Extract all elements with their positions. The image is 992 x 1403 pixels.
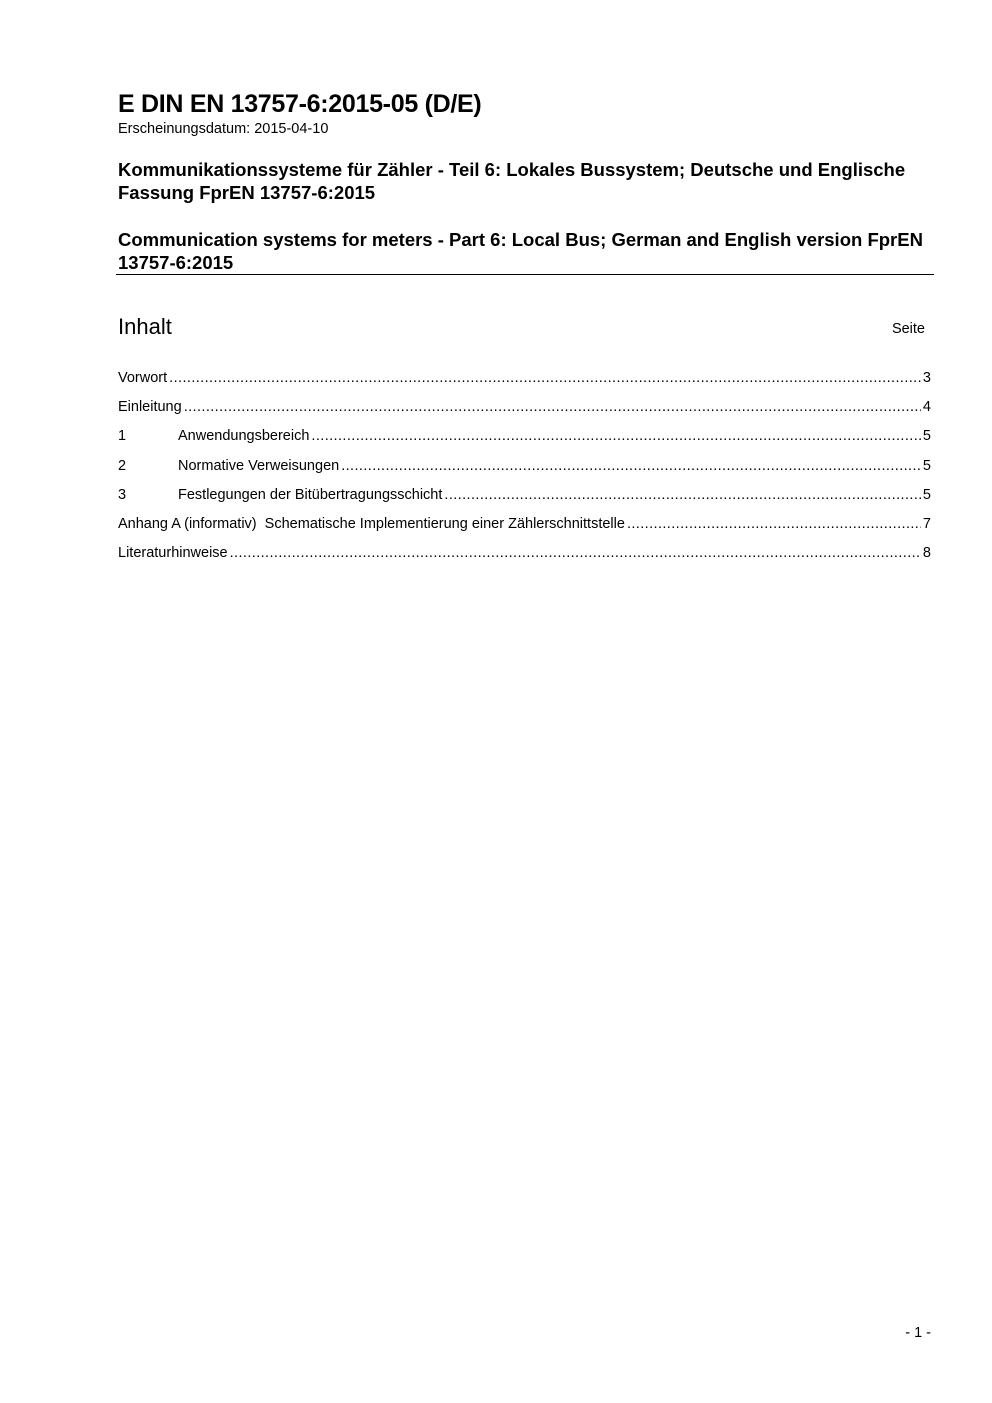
toc-entry-title: Literaturhinweise <box>118 545 228 562</box>
toc-entry-vorwort[interactable] <box>118 370 931 399</box>
toc-entry-page: 7 <box>922 515 931 532</box>
toc-entry-number: 1 <box>118 428 127 445</box>
toc-dot-leader <box>341 458 921 474</box>
title-german: Kommunikationssysteme für Zähler - Teil 6: Lokales Bussystem; Deutsche und Englische Fassung FprEN 13757-6:2015 <box>118 159 906 203</box>
toc-dot-leader <box>184 399 921 415</box>
publication-date: Erscheinungsdatum: 2015-04-10 <box>118 121 329 137</box>
toc-entry-page: 5 <box>922 486 931 503</box>
toc-entry-title: Festlegungen der Bitübertragungsschicht <box>178 486 443 503</box>
toc-dot-leader <box>444 487 921 503</box>
toc-entry-page: 5 <box>922 457 931 474</box>
toc-entry-page: 8 <box>922 545 931 562</box>
toc-entry-title: Vorwort <box>118 370 168 386</box>
toc-dot-leader <box>169 370 921 386</box>
toc-list <box>118 370 931 574</box>
title-english: Communication systems for meters - Part 6: Local Bus; German and English version FprEN 13757-6:2015 <box>118 229 923 273</box>
toc-dot-leader <box>230 545 921 561</box>
toc-dot-leader <box>311 428 921 444</box>
toc-entry-anwendungsbereich[interactable] <box>118 428 931 457</box>
toc-entry-title: Normative Verweisungen <box>178 457 340 474</box>
toc-entry-einleitung[interactable] <box>118 399 931 428</box>
toc-entry-anhang-a[interactable] <box>118 516 931 545</box>
toc-entry-number: 3 <box>118 486 127 503</box>
title-divider <box>116 274 934 275</box>
toc-dot-leader <box>627 516 921 532</box>
toc-entry-title: Einleitung <box>118 399 182 416</box>
toc-entry-normative-verweisungen[interactable] <box>118 458 931 487</box>
toc-entry-title: Anwendungsbereich <box>178 428 310 445</box>
toc-page-column-label: Seite <box>891 321 925 337</box>
toc-entry-title: Anhang A (informativ) Schematische Implementierung einer Zählerschnittstelle <box>118 515 625 532</box>
toc-entry-page: 4 <box>922 399 931 416</box>
footer-page-number: - 1 - <box>905 1325 931 1341</box>
toc-entry-literaturhinweise[interactable] <box>118 545 931 574</box>
toc-entry-page: 3 <box>922 370 931 386</box>
toc-entry-festlegungen[interactable] <box>118 487 931 516</box>
toc-entry-number: 2 <box>118 457 127 474</box>
toc-heading: Inhalt <box>118 314 172 339</box>
document-id: E DIN EN 13757-6:2015-05 (D/E) <box>118 90 482 118</box>
toc-entry-page: 5 <box>922 428 931 445</box>
